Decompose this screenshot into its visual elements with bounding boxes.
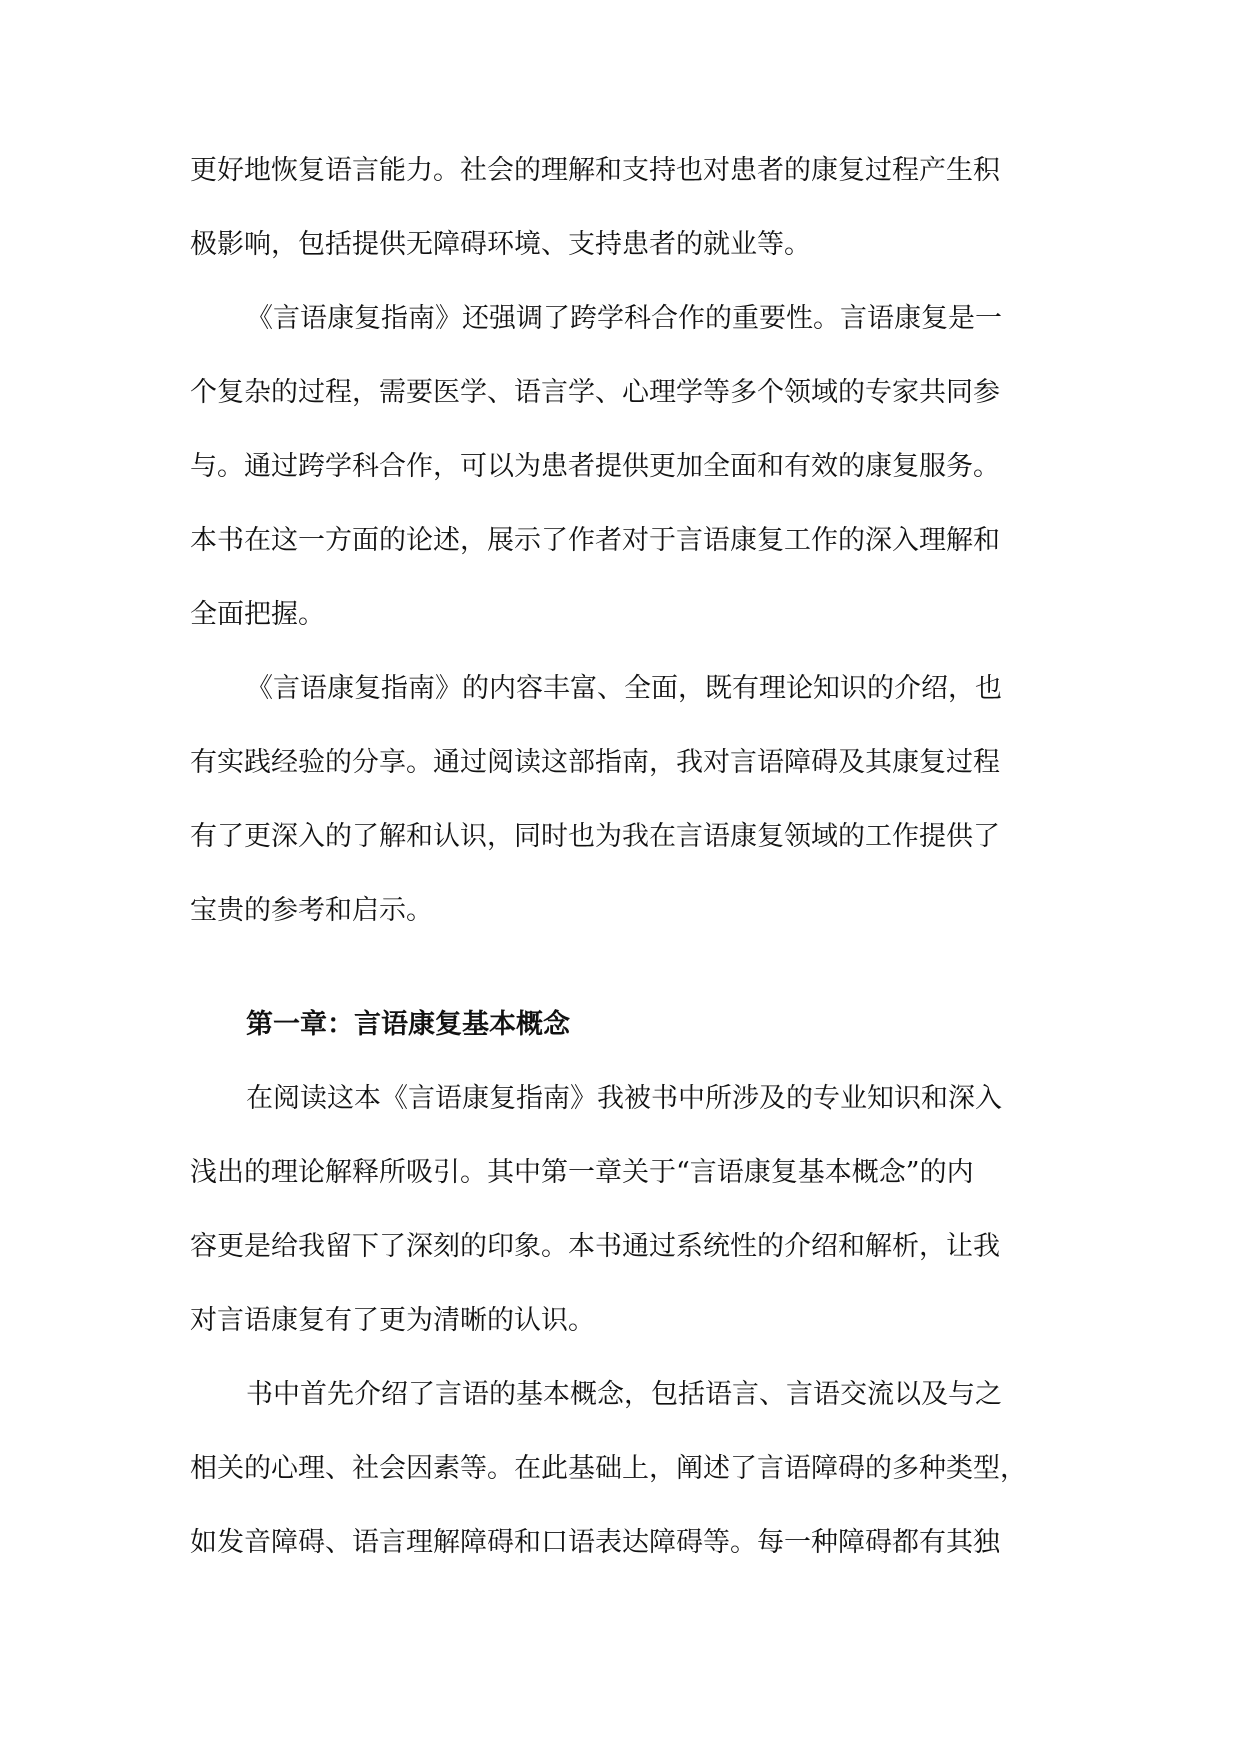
text-line: 在阅读这本《言语康复指南》我被书中所涉及的专业知识和深入 xyxy=(246,1083,1002,1114)
text-line: 全面把握。 xyxy=(190,599,325,630)
paragraph-intro-end xyxy=(190,134,1030,282)
text-line: 更好地恢复语言能力。社会的理解和支持也对患者的康复过程产生积 xyxy=(190,155,1000,186)
text-line: 书中首先介绍了言语的基本概念，包括语言、言语交流以及与之 xyxy=(246,1379,1002,1410)
paragraph-interdisciplinary xyxy=(190,282,1030,652)
text-line: 容更是给我留下了深刻的印象。本书通过系统性的介绍和解析，让我 xyxy=(190,1231,1000,1262)
text-line: 《言语康复指南》的内容丰富、全面，既有理论知识的介绍，也 xyxy=(246,673,1002,704)
text-line: 《言语康复指南》还强调了跨学科合作的重要性。言语康复是一 xyxy=(246,303,1002,334)
text-line: 对言语康复有了更为清晰的认识。 xyxy=(190,1305,595,1336)
text-line: 如发音障碍、语言理解障碍和口语表达障碍等。每一种障碍都有其独 xyxy=(190,1527,1000,1558)
text-line: 个复杂的过程，需要医学、语言学、心理学等多个领域的专家共同参 xyxy=(190,377,1000,408)
text-line: 相关的心理、社会因素等。在此基础上，阐述了言语障碍的多种类型， xyxy=(190,1453,1027,1484)
text-line: 极影响，包括提供无障碍环境、支持患者的就业等。 xyxy=(190,229,811,260)
text-line: 与。通过跨学科合作，可以为患者提供更加全面和有效的康复服务。 xyxy=(190,451,1000,482)
paragraph-chapter-intro xyxy=(190,1062,1030,1358)
chapter-heading: 第一章：言语康复基本概念 xyxy=(246,1009,570,1040)
paragraph-concepts xyxy=(190,1358,1030,1580)
text-line: 本书在这一方面的论述，展示了作者对于言语康复工作的深入理解和 xyxy=(190,525,1000,556)
section-gap xyxy=(190,948,1030,988)
document-body xyxy=(190,134,1030,1580)
text-line: 浅出的理论解释所吸引。其中第一章关于“言语康复基本概念”的内 xyxy=(190,1157,974,1188)
text-line: 有了更深入的了解和认识，同时也为我在言语康复领域的工作提供了 xyxy=(190,821,1000,852)
paragraph-summary xyxy=(190,652,1030,948)
text-line: 有实践经验的分享。通过阅读这部指南，我对言语障碍及其康复过程 xyxy=(190,747,1000,778)
text-line: 宝贵的参考和启示。 xyxy=(190,895,433,926)
